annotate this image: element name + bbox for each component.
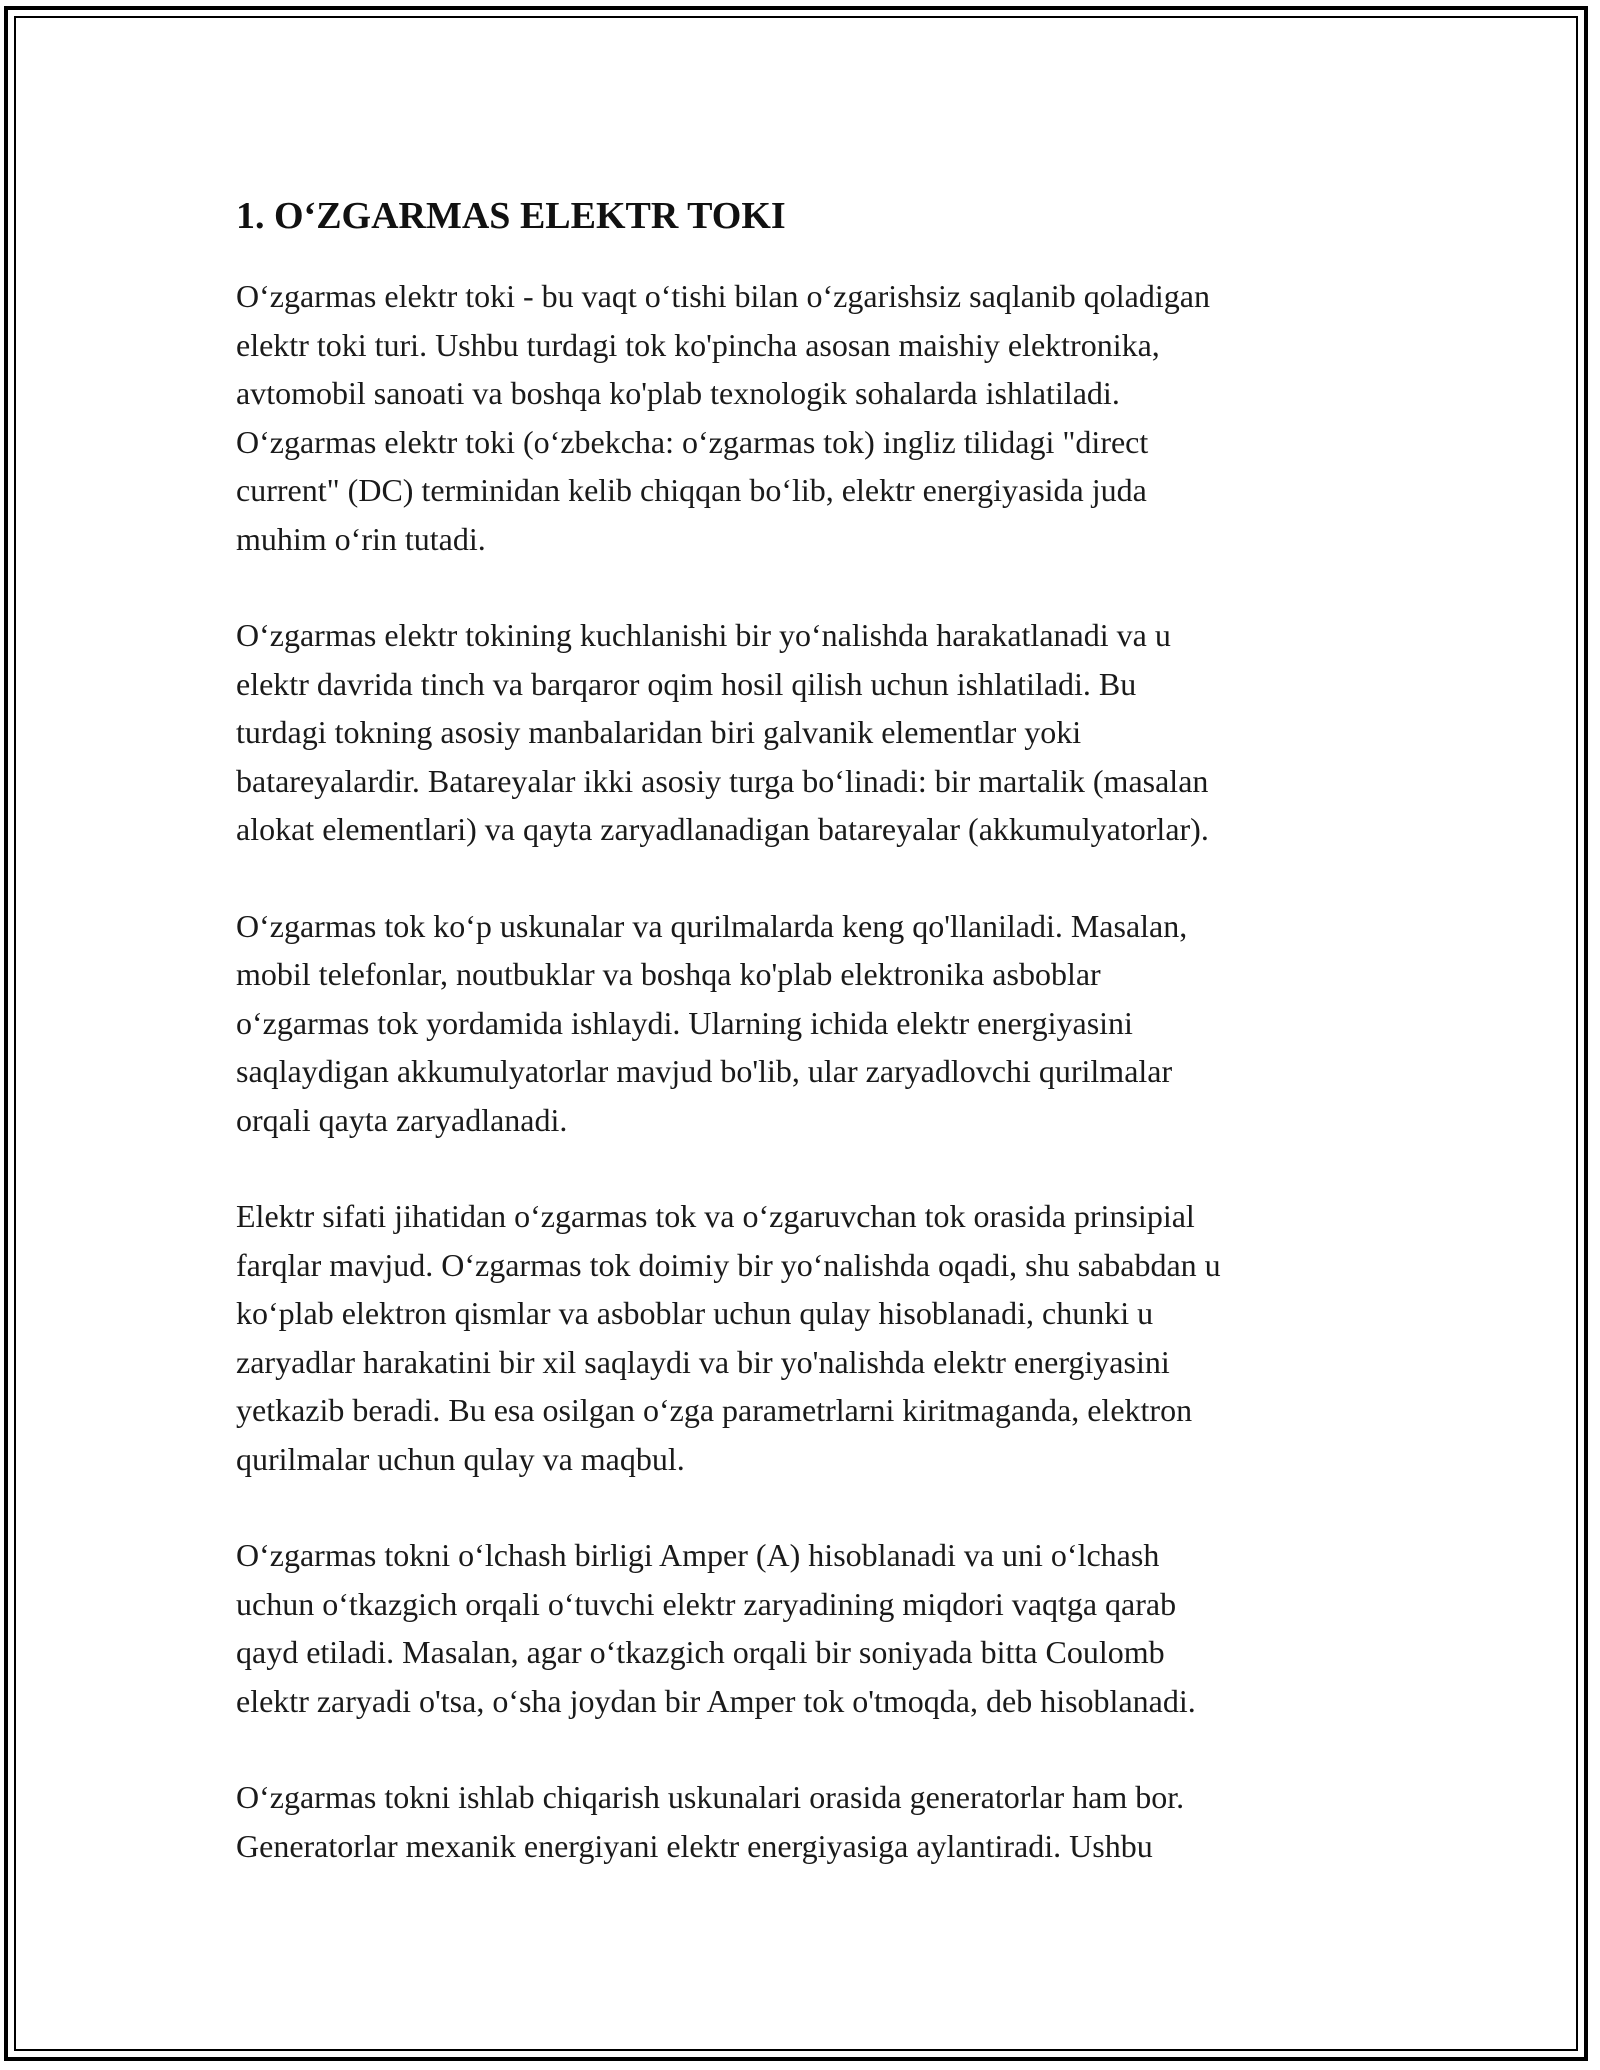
paragraph-2: O‘zgarmas elektr tokining kuchlanishi bir yo‘nalishda harakatlanadi va u elektr davrida tinch va barqaror oqim hosil qilish uchun ishlatiladi. Bu turdagi tokning asosiy manbalaridan biri galvanik elementlar yoki batareyalardir. Batareyalar ikki asosiy turga bo‘linadi: bir martalik (masalan alokat elementlari) va qayta zaryadlanadigan batareyalar (akkumulyatorlar). xyxy=(236,617,1209,847)
paragraph-6: O‘zgarmas tokni ishlab chiqarish uskunalari orasida generatorlar ham bor. Generatorlar mexanik energiyani elektr energiyasiga aylantiradi. Ushbu xyxy=(236,1779,1185,1864)
paragraph-3: O‘zgarmas tok ko‘p uskunalar va qurilmalarda keng qo'llaniladi. Masalan, mobil telefonlar, noutbuklar va boshqa ko'plab elektronika asboblar o‘zgarmas tok yordamida ishlaydi. Ularning ichida elektr energiyasini saqlaydigan akkumulyatorlar mavjud bo'lib, ular zaryadlovchi qurilmalar orqali qayta zaryadlanadi. xyxy=(236,907,1188,1138)
section-heading: 1. O‘ZGARMAS ELEKTR TOKI xyxy=(236,195,786,237)
document-body xyxy=(236,186,1386,1918)
paragraph-4: Elektr sifati jihatidan o‘zgarmas tok va o‘zgaruvchan tok orasida prinsipial farqlar mavjud. O‘zgarmas tok doimiy bir yo‘nalishda oqadi, shu sababdan u ko‘plab elektron qismlar va asboblar uchun qulay hisoblanadi, chunki u zaryadlar harakatini bir xil saqlaydi va bir yo'nalishda elektr energiyasini yetkazib beradi. Bu esa osilgan o‘zga parametrlarni kiritmaganda, elektron qurilmalar uchun qulay va maqbul. xyxy=(236,1198,1221,1477)
paragraph-1: O‘zgarmas elektr toki - bu vaqt o‘tishi bilan o‘zgarishsiz saqlanib qoladigan elektr toki turi. Ushbu turdagi tok ko'pincha asosan maishiy elektronika, avtomobil sanoati va boshqa ko'plab texnologik sohalarda ishlatiladi. O‘zgarmas elektr toki (o‘zbekcha: o‘zgarmas tok) ingliz tilidagi "direct current" (DC) terminidan kelib chiqqan bo‘lib, elektr energiyasida juda muhim o‘rin tutadi. xyxy=(236,278,1210,557)
paragraph-5: O‘zgarmas tokni o‘lchash birligi Amper (A) hisoblanadi va uni o‘lchash uchun o‘tkazgich orqali o‘tuvchi elektr zaryadining miqdori vaqtga qarab qayd etiladi. Masalan, agar o‘tkazgich orqali bir soniyada bitta Coulomb elektr zaryadi o'tsa, o‘sha joydan bir Amper tok o'tmoqda, deb hisoblanadi. xyxy=(236,1537,1196,1719)
